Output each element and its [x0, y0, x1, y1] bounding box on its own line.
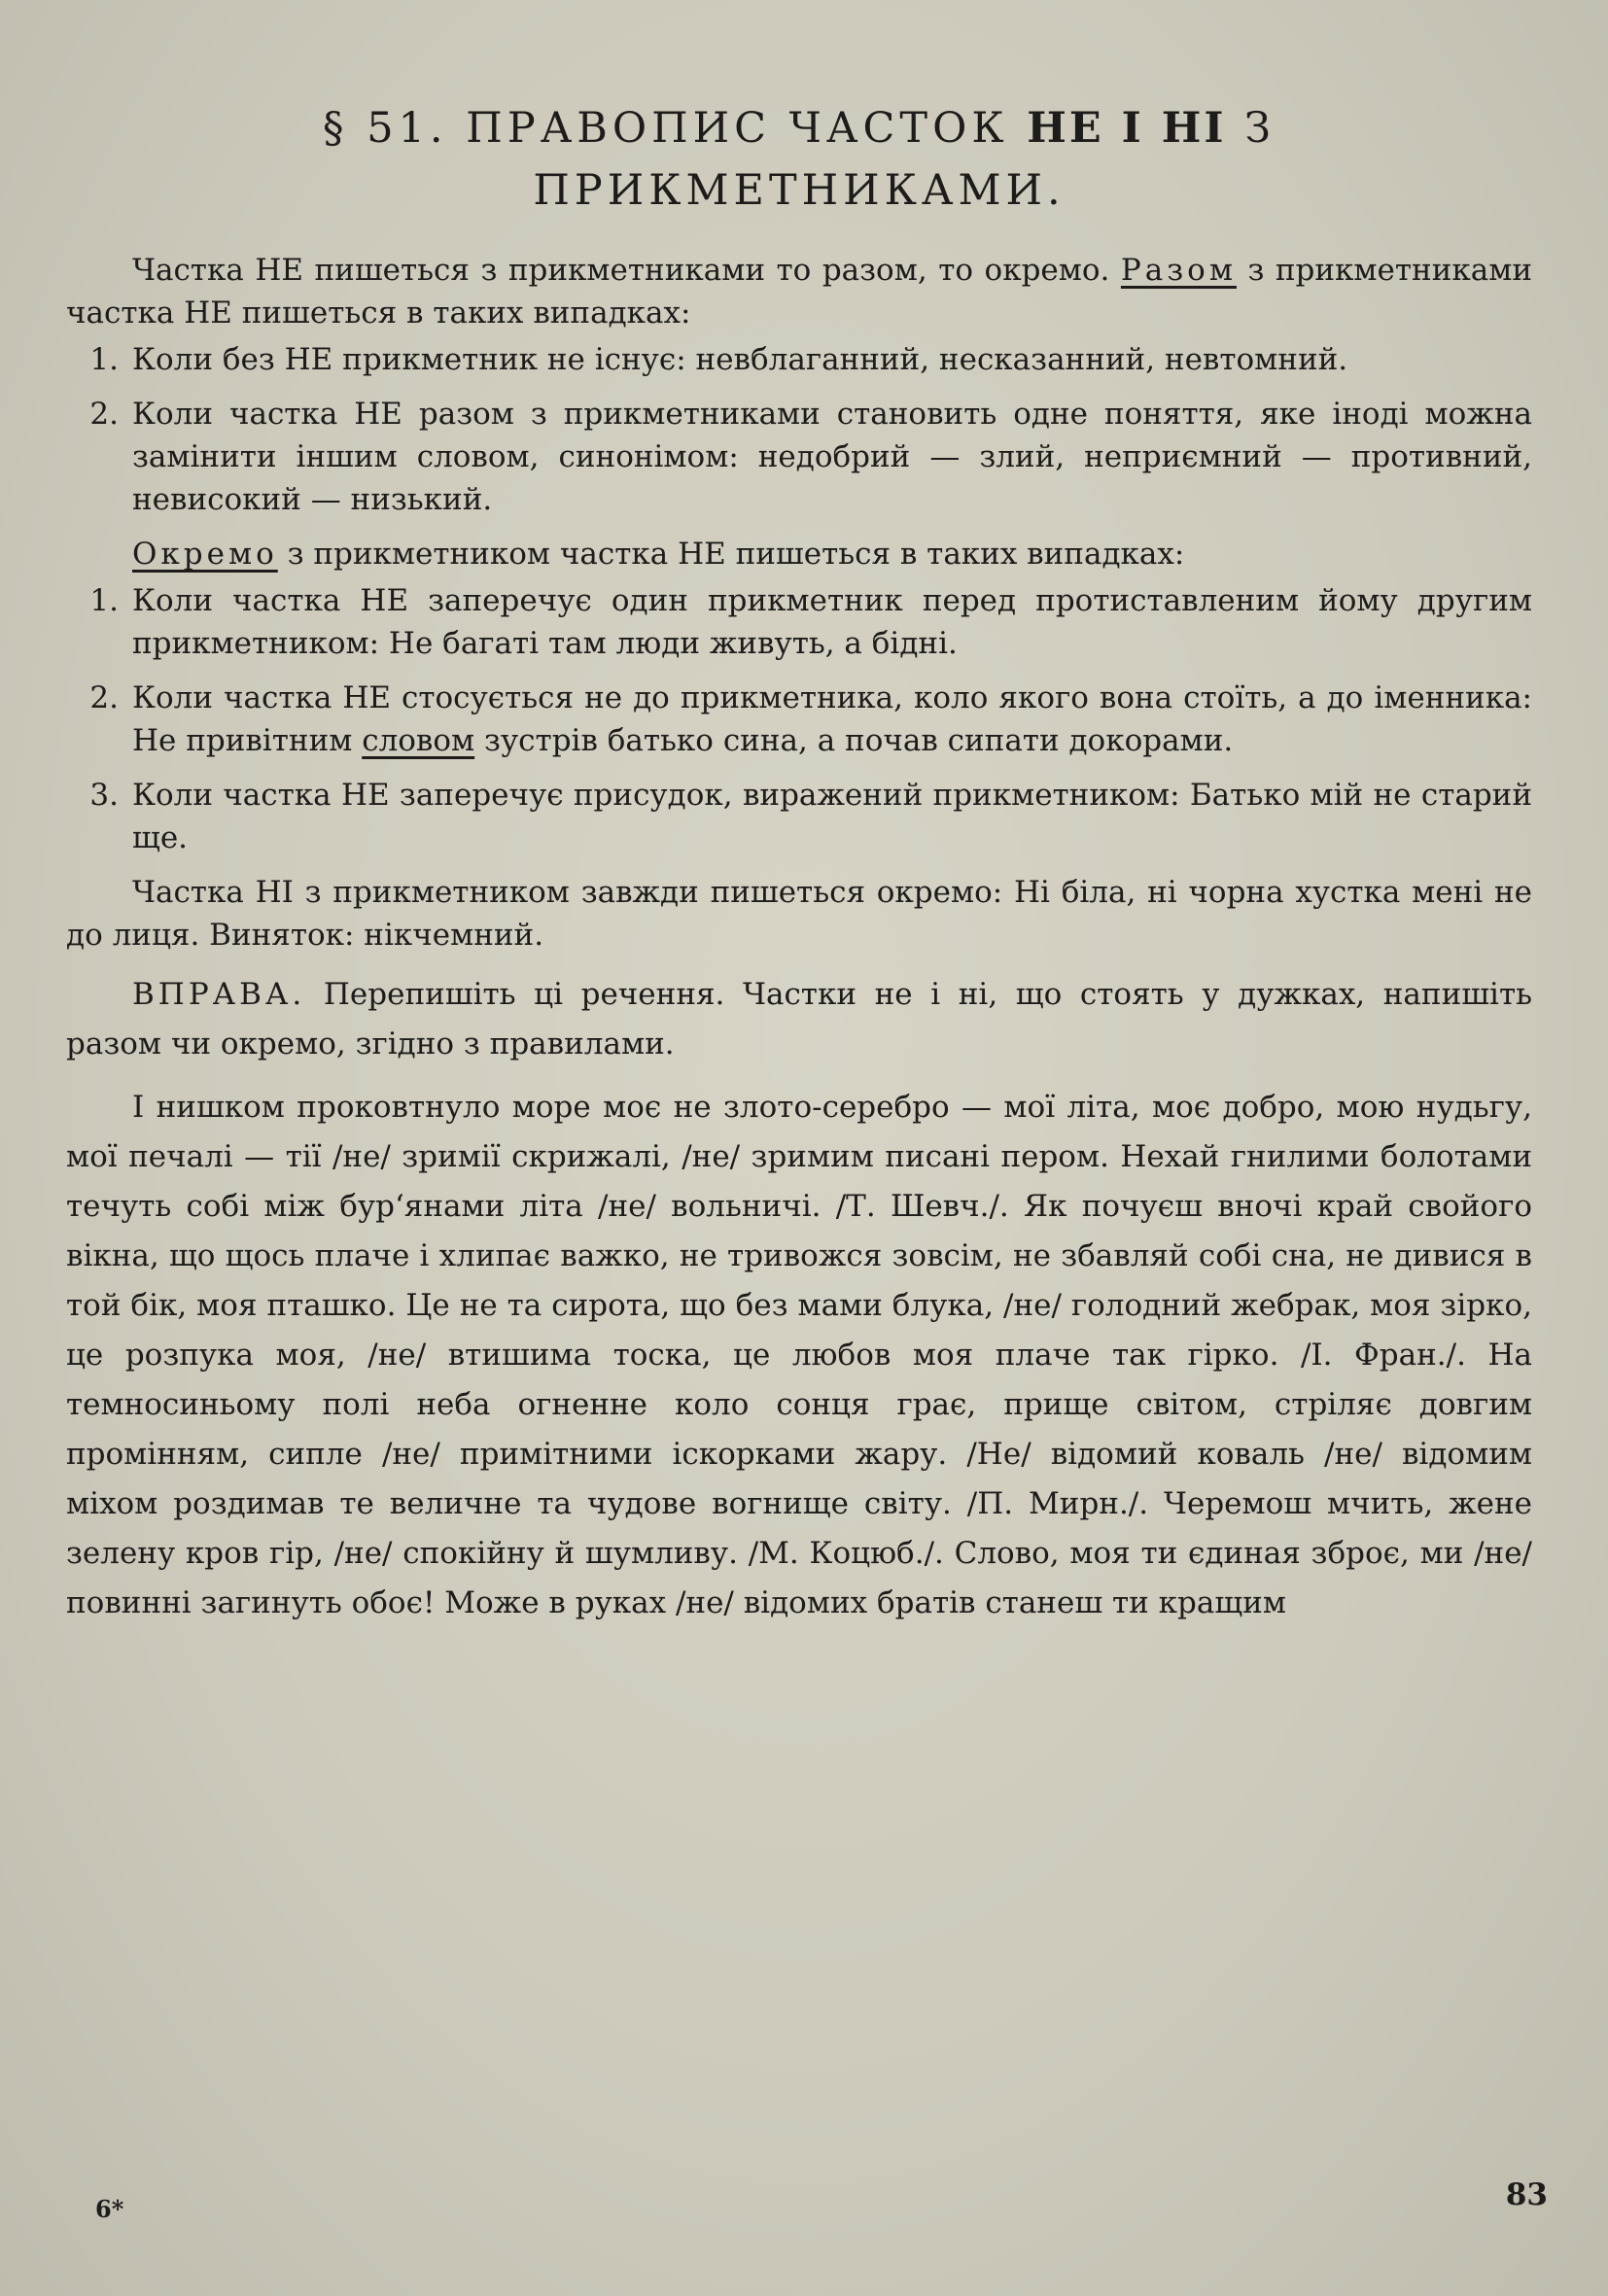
heading-particles: НЕ І НІ — [1027, 104, 1227, 153]
together-rest: з прикметниками частка НЕ пишеться в таких випадках: — [66, 253, 1532, 330]
page-footer — [0, 2177, 1608, 2226]
rule-text-before: Коли частка НЕ стосується не до прикметника, коло якого вона стоїть, а до іменника: Не привітним — [132, 680, 1532, 758]
section-heading — [66, 97, 1532, 222]
intro-paragraph — [66, 249, 1532, 334]
list-item — [66, 774, 1532, 859]
intro-text: Частка НЕ пишеться з прикметниками то разом, то окремо. — [132, 253, 1110, 288]
list-item — [66, 393, 1532, 521]
rule-number: 3. — [89, 778, 119, 813]
exercise-block — [66, 970, 1532, 1628]
list-item — [66, 677, 1532, 762]
rule-text: Коли частка НЕ разом з прикметниками становить одне поняття, яке іноді можна замінити іншим словом, синонімом: недобрий — злий, неприємний — противний, невисокий — низький. — [132, 397, 1532, 517]
separate-rules-list — [66, 579, 1532, 859]
heading-line-2: ПРИКМЕТНИКАМИ. — [533, 166, 1066, 215]
ni-rule-paragraph: Частка НІ з прикметником завжди пишеться окремо: Ні біла, ні чорна хустка мені не до лиця. Виняток: нікчемний. — [66, 875, 1532, 953]
underlined-word: словом — [362, 723, 475, 758]
list-item — [66, 338, 1532, 381]
heading-suffix: З — [1244, 104, 1276, 153]
separate-rest: з прикметником частка НЕ пишеться в таких випадках: — [287, 537, 1185, 572]
rule-text: Коли частка НЕ заперечує один прикметник перед протиставленим йому другим прикметником: Не багаті там люди живуть, а бідні. — [132, 583, 1532, 661]
rule-text — [132, 677, 1532, 762]
exercise-instruction — [66, 970, 1532, 1069]
rule-text: Коли частка НЕ заперечує присудок, виражений прикметником: Батько мій не старий ще. — [132, 778, 1532, 855]
heading-line-1 — [66, 97, 1532, 159]
rule-number: 1. — [89, 342, 119, 377]
separate-keyword: Окремо — [132, 537, 278, 572]
list-item — [66, 579, 1532, 665]
signature-mark: 6* — [95, 2195, 124, 2223]
page-number: 83 — [1505, 2177, 1548, 2212]
rule-number: 2. — [89, 397, 119, 432]
together-rules-list — [66, 338, 1532, 521]
together-keyword: Разом — [1120, 253, 1237, 288]
separate-paragraph — [66, 533, 1532, 575]
exercise-label: ВПРАВА. — [132, 977, 306, 1012]
rule-number: 2. — [89, 680, 119, 715]
rule-text-after: зустрів батько сина, а почав сипати докорами. — [484, 723, 1234, 758]
rule-text: Коли без НЕ прикметник не існує: невблаганний, несказанний, невтомний. — [132, 342, 1348, 377]
rule-number: 1. — [89, 583, 119, 618]
exercise-text: І нишком проковтнуло море моє не злото-серебро — мої літа, моє добро, мою нудьгу, мої печалі — тії /не/ зримії скрижалі, /не/ зримим писані пером. Нехай гнилими болотами течуть собі між бур‘янами літа /не/ вольничі. /Т. Шевч./. Як почуєш вночі край свойого вікна, що щось плаче і хлипає важко, не тривожся зовсім, не збавляй собі сна, не дивися в той бік, моя пташко. Це не та сирота, що без мами блука, /не/ голодний жебрак, моя зірко, це розпука моя, /не/ втишима тоска, це любов моя плаче так гірко. /І. Фран./. На темносиньому полі неба огненне коло сонця грає, прище світом, стріляє довгим промінням, сипле /не/ примітними іскорками жару. /Не/ відомий коваль /не/ відомим міхом роздимав те величне та чудове вогнище світу. /П. Мирн./. Черемош мчить, жене зелену кров гір, /не/ спокійну й шумливу. /М. Коцюб./. Слово, моя ти єдиная зброє, ми /не/ повинні загинуть обоє! Може в руках /не/ відомих братів станеш ти кращим — [66, 1090, 1532, 1620]
heading-prefix: § 51. ПРАВОПИС ЧАСТОК — [323, 104, 1009, 153]
exercise-instruction-text: Перепишіть ці речення. Частки не і ні, що стоять у дужках, напишіть разом чи окремо, згідно з правилами. — [66, 977, 1532, 1061]
